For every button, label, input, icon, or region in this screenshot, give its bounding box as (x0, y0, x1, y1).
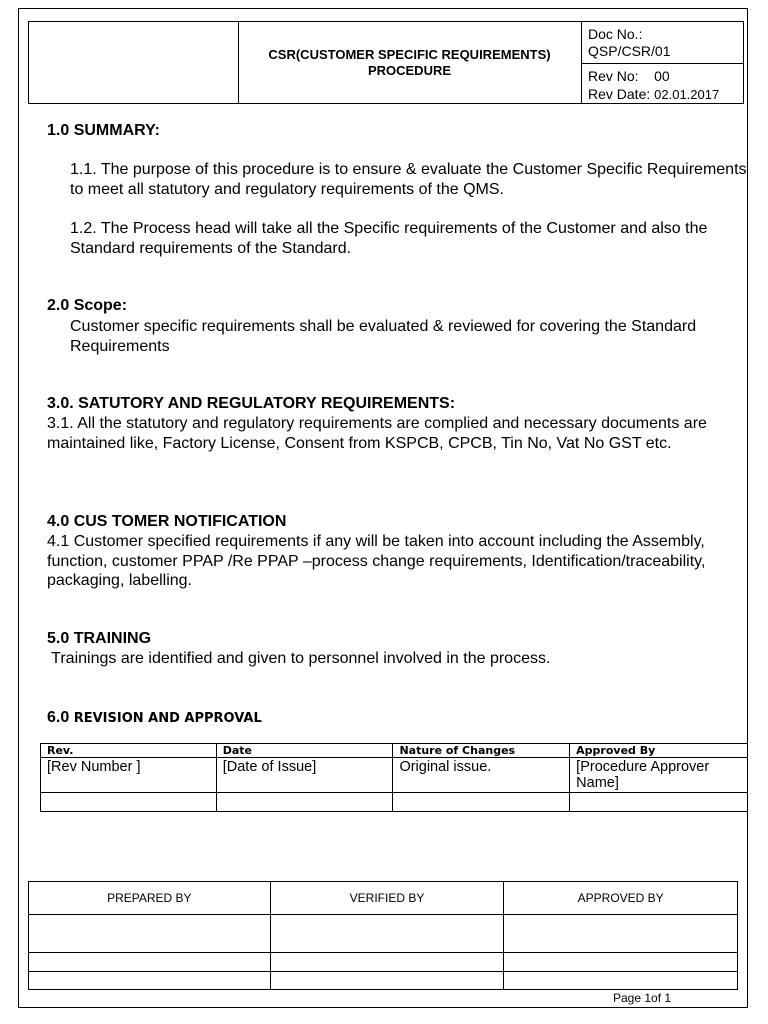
statutory-text: 3.1. All the statutory and regulatory requirements are complied and necessary documents are maintained like, Factory License, Consent from KSPCB, CPCB, Tin No, Vat No GST etc. (47, 415, 707, 452)
name-row (29, 953, 738, 972)
verified-by-date (270, 972, 504, 990)
scope-heading: 2.0 Scope: (47, 297, 128, 314)
section-customer-notification (47, 512, 747, 591)
revision-heading (47, 708, 747, 729)
approved-by-header: APPROVED BY (504, 882, 738, 915)
table-row (41, 793, 748, 812)
revision-heading-number: 6.0 (47, 709, 70, 726)
date-row (29, 972, 738, 990)
summary-heading: 1.0 SUMMARY: (47, 122, 160, 139)
signature-table (28, 881, 738, 990)
verified-by-header: VERIFIED BY (270, 882, 504, 915)
scope-text: Customer specific requirements shall be evaluated & reviewed for covering the Standard Requirements (70, 318, 697, 355)
table-row (41, 758, 748, 793)
title-line-2: PROCEDURE (367, 62, 452, 78)
date-cell (216, 793, 393, 812)
doc-no-label: Doc No.: (588, 26, 643, 42)
approved-by-date (504, 972, 738, 990)
signature-header-row (29, 882, 738, 915)
revision-table (40, 743, 748, 812)
rev-no-label: Rev No: (588, 68, 639, 84)
rev-cell (41, 793, 217, 812)
revision-cell (582, 64, 744, 103)
approved-by-name (504, 953, 738, 972)
section-statutory (47, 394, 747, 453)
logo-cell (29, 22, 239, 103)
page-number: Page 1of 1 (613, 991, 672, 1005)
title-line-1: CSR(CUSTOMER SPECIFIC REQUIREMENTS) (268, 46, 551, 62)
nature-cell (393, 793, 570, 812)
customer-notification-heading: 4.0 CUS TOMER NOTIFICATION (47, 513, 287, 530)
section-training (47, 629, 747, 669)
section-summary (47, 121, 747, 141)
section-revision (47, 708, 747, 729)
date-cell: [Date of Issue] (216, 758, 393, 793)
rev-cell: [Rev Number ] (41, 758, 217, 793)
prepared-by-date (29, 972, 271, 990)
prepared-by-signature (29, 915, 271, 953)
rev-date-label: Rev Date: (588, 86, 651, 102)
nature-column-header: Nature of Changes (393, 744, 570, 758)
document-title (238, 22, 582, 103)
signature-row (29, 915, 738, 953)
date-column-header: Date (216, 744, 393, 758)
section-scope (47, 296, 747, 316)
statutory-heading: 3.0. SATUTORY AND REGULATORY REQUIREMENTS: (47, 395, 456, 412)
approved-by-signature (504, 915, 738, 953)
doc-number-cell (582, 22, 744, 64)
summary-text-2: 1.2. The Process head will take all the Specific requirements of the Customer and also the Standard requirements of the Standard. (70, 220, 708, 257)
summary-paragraph-1 (47, 160, 750, 199)
prepared-by-header: PREPARED BY (29, 882, 271, 915)
verified-by-name (270, 953, 504, 972)
verified-by-signature (270, 915, 504, 953)
rev-column-header: Rev. (41, 744, 217, 758)
doc-no-value: QSP/CSR/01 (588, 43, 671, 59)
page-border (18, 8, 748, 1008)
scope-paragraph (47, 317, 750, 356)
training-text: Trainings are identified and given to personnel involved in the process. (47, 650, 551, 667)
revision-table-header-row (41, 744, 748, 758)
prepared-by-name (29, 953, 271, 972)
summary-paragraph-2 (47, 219, 750, 258)
customer-notification-text: 4.1 Customer specified requirements if any will be taken into account including the Assembly, function, customer PPAP /Re PPAP –process change requirements, Identification/traceability, packaging, labelling. (47, 533, 706, 589)
rev-no-value: 00 (654, 68, 670, 84)
nature-cell: Original issue. (393, 758, 570, 793)
rev-date-value: 02.01.2017 (654, 87, 720, 102)
approved-by-cell: [Procedure Approver Name] (570, 758, 748, 793)
approved-by-cell (570, 793, 748, 812)
approved-by-column-header: Approved By (570, 744, 748, 758)
document-header (28, 21, 744, 104)
training-heading: 5.0 TRAINING (47, 630, 152, 647)
revision-heading-text: REVISION AND APPROVAL (73, 711, 262, 726)
summary-text-1: 1.1. The purpose of this procedure is to ensure & evaluate the Customer Specific Requirements to meet all statutory and regulatory requirements of the QMS. (70, 161, 747, 198)
